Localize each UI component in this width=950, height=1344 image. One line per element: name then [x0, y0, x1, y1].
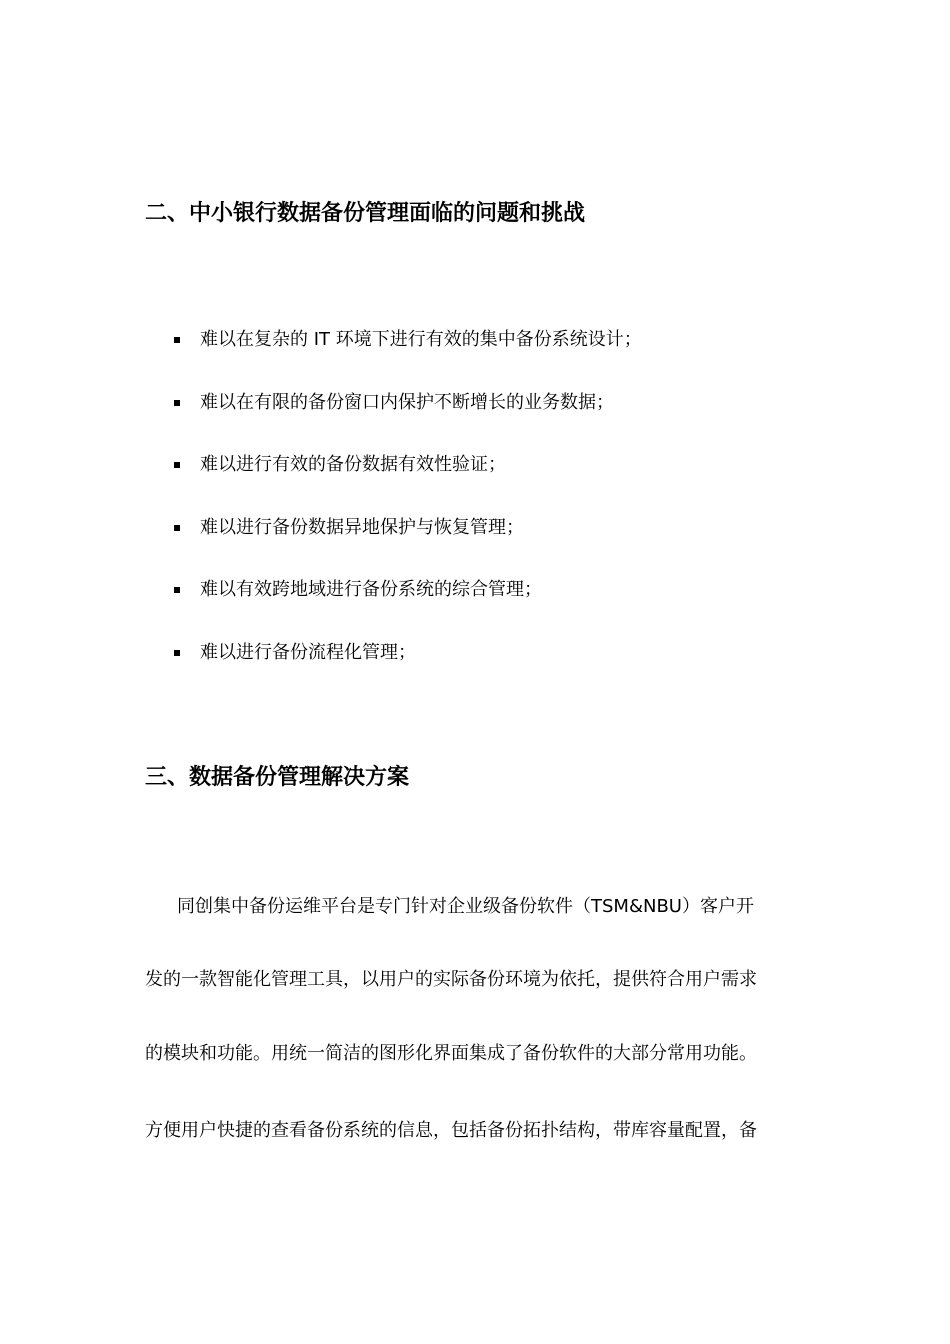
list-item [174, 575, 642, 638]
list-item [174, 450, 642, 513]
list-item-text: 难以有效跨地域进行备份系统的综合管理； [200, 579, 542, 600]
list-item-text: 难以进行备份数据异地保护与恢复管理； [200, 516, 524, 538]
section-heading-solution: 三、数据备份管理解决方案 [145, 765, 410, 790]
square-bullet-icon [174, 650, 180, 656]
paragraph-line: 的模块和功能。用统一简洁的图形化界面集成了备份软件的大部分常用功能。 [145, 1043, 757, 1064]
list-item-text: 难以在复杂的 IT 环境下进行有效的集中备份系统设计； [200, 329, 642, 350]
list-item [174, 638, 642, 701]
list-item-text: 难以在有限的备份窗口内保护不断增长的业务数据； [200, 391, 614, 413]
paragraph-line: 方便用户快捷的查看备份系统的信息，包括备份拓扑结构，带库容量配置，备 [145, 1120, 757, 1141]
list-item-text: 难以进行有效的备份数据有效性验证； [200, 454, 506, 475]
square-bullet-icon [174, 462, 180, 468]
square-bullet-icon [174, 587, 180, 593]
square-bullet-icon [174, 400, 180, 406]
list-item [174, 325, 642, 388]
square-bullet-icon [174, 337, 180, 343]
paragraph-line: 同创集中备份运维平台是专门针对企业级备份软件（TSM&NBU）客户开 [177, 896, 754, 917]
challenges-list [174, 325, 642, 700]
paragraph-line: 发的一款智能化管理工具，以用户的实际备份环境为依托，提供符合用户需求 [145, 969, 757, 990]
square-bullet-icon [174, 525, 180, 531]
list-item-text: 难以进行备份流程化管理； [200, 641, 416, 663]
list-item [174, 388, 642, 451]
list-item [174, 513, 642, 576]
section-heading-challenges: 二、中小银行数据备份管理面临的问题和挑战 [145, 201, 586, 226]
